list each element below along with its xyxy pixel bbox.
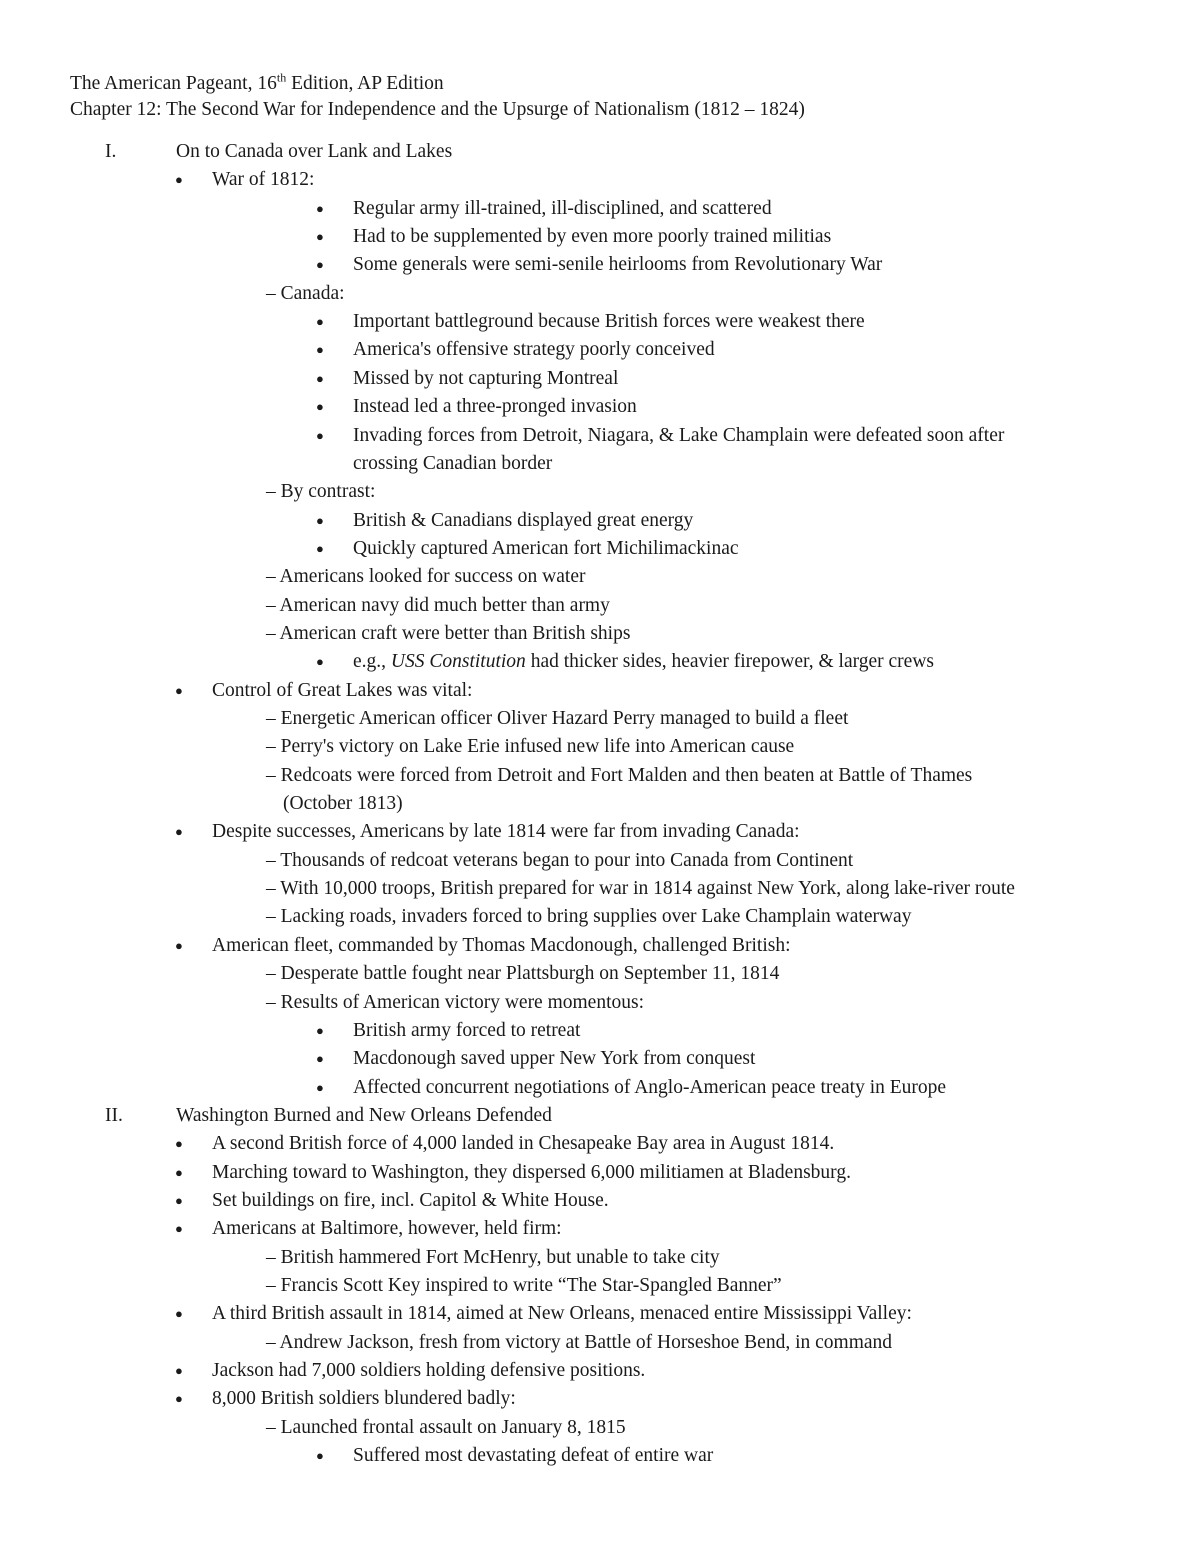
- bullet-icon: ●: [175, 1136, 183, 1151]
- bullet-icon: ●: [316, 428, 324, 443]
- outline-item: Americans at Baltimore, however, held firm:: [212, 1218, 562, 1239]
- bullet-icon: ●: [316, 201, 324, 216]
- bullet-icon: ●: [316, 399, 324, 414]
- outline-item: Set buildings on fire, incl. Capitol & White House.: [212, 1190, 609, 1211]
- outline-detail: Some generals were semi-senile heirlooms from Revolutionary War: [353, 254, 883, 275]
- outline-detail: Macdonough saved upper New York from conquest: [353, 1048, 756, 1069]
- outline-subitem: (October 1813): [283, 793, 403, 814]
- bullet-icon: ●: [175, 1391, 183, 1406]
- outline-detail: Instead led a three-pronged invasion: [353, 396, 637, 417]
- bullet-icon: ●: [175, 683, 183, 698]
- bullet-icon: ●: [316, 541, 324, 556]
- outline-detail: Invading forces from Detroit, Niagara, & Lake Champlain were defeated soon after: [353, 425, 1005, 446]
- outline-detail: Affected concurrent negotiations of Anglo-American peace treaty in Europe: [353, 1077, 947, 1098]
- outline-subitem: – Francis Scott Key inspired to write “The Star-Spangled Banner”: [266, 1275, 782, 1296]
- ship-name: USS Constitution: [390, 651, 526, 672]
- bullet-icon: ●: [175, 938, 183, 953]
- bullet-icon: ●: [316, 342, 324, 357]
- outline-item: American fleet, commanded by Thomas Macdonough, challenged British:: [212, 935, 791, 956]
- outline-subitem: – Lacking roads, invaders forced to bring supplies over Lake Champlain waterway: [266, 906, 912, 927]
- bullet-icon: ●: [316, 1080, 324, 1095]
- section-numeral: II.: [105, 1105, 123, 1126]
- outline-subitem: – Launched frontal assault on January 8, 1815: [266, 1417, 626, 1438]
- outline-subitem: – Canada:: [266, 283, 345, 304]
- outline-detail: British army forced to retreat: [353, 1020, 581, 1041]
- bullet-icon: ●: [175, 1221, 183, 1236]
- outline-item: A third British assault in 1814, aimed at New Orleans, menaced entire Mississippi Valley:: [212, 1303, 912, 1324]
- bullet-icon: ●: [316, 229, 324, 244]
- bullet-icon: ●: [316, 314, 324, 329]
- outline-detail: crossing Canadian border: [353, 453, 553, 474]
- outline-subitem: – American navy did much better than army: [266, 595, 610, 616]
- chapter-title: Chapter 12: The Second War for Independence and the Upsurge of Nationalism (1812 – 1824): [70, 99, 805, 120]
- bullet-icon: ●: [175, 824, 183, 839]
- outline-item: A second British force of 4,000 landed in Chesapeake Bay area in August 1814.: [212, 1133, 835, 1154]
- section-heading: Washington Burned and New Orleans Defended: [176, 1105, 552, 1126]
- outline-item: 8,000 British soldiers blundered badly:: [212, 1388, 516, 1409]
- outline-subitem: – Americans looked for success on water: [266, 566, 586, 587]
- outline-subitem: – By contrast:: [266, 481, 376, 502]
- outline-subitem: – With 10,000 troops, British prepared for war in 1814 against New York, along lake-river route: [266, 878, 1015, 899]
- bullet-icon: ●: [175, 1306, 183, 1321]
- bullet-icon: ●: [316, 1448, 324, 1463]
- outline-detail: Regular army ill-trained, ill-disciplined, and scattered: [353, 198, 772, 219]
- outline-detail: Suffered most devastating defeat of entire war: [353, 1445, 714, 1466]
- section-heading: On to Canada over Lank and Lakes: [176, 141, 453, 162]
- outline-detail: Missed by not capturing Montreal: [353, 368, 619, 389]
- bullet-icon: ●: [316, 654, 324, 669]
- outline-subitem: – Desperate battle fought near Plattsburgh on September 11, 1814: [266, 963, 780, 984]
- bullet-icon: ●: [316, 513, 324, 528]
- outline-subitem: – Energetic American officer Oliver Hazard Perry managed to build a fleet: [266, 708, 849, 729]
- outline-detail: America's offensive strategy poorly conceived: [353, 339, 715, 360]
- outline-item: Despite successes, Americans by late 1814 were far from invading Canada:: [212, 821, 800, 842]
- outline-detail: e.g., USS Constitution had thicker sides, heavier firepower, & larger crews: [353, 651, 934, 672]
- bullet-icon: ●: [316, 1023, 324, 1038]
- outline-detail: Important battleground because British forces were weakest there: [353, 311, 865, 332]
- bullet-icon: ●: [175, 1193, 183, 1208]
- outline-detail: British & Canadians displayed great energy: [353, 510, 694, 531]
- outline-subitem: – Andrew Jackson, fresh from victory at Battle of Horseshoe Bend, in command: [266, 1332, 893, 1353]
- outline-detail: Had to be supplemented by even more poorly trained militias: [353, 226, 832, 247]
- outline-subitem: – Redcoats were forced from Detroit and Fort Malden and then beaten at Battle of Thames: [266, 765, 973, 786]
- outline-detail: Quickly captured American fort Michilimackinac: [353, 538, 739, 559]
- outline-subitem: – Thousands of redcoat veterans began to pour into Canada from Continent: [266, 850, 854, 871]
- outline-subitem: – American craft were better than British ships: [266, 623, 631, 644]
- outline-item: Marching toward to Washington, they dispersed 6,000 militiamen at Bladensburg.: [212, 1162, 851, 1183]
- bullet-icon: ●: [316, 371, 324, 386]
- outline-item: Jackson had 7,000 soldiers holding defensive positions.: [212, 1360, 646, 1381]
- bullet-icon: ●: [175, 172, 183, 187]
- section-numeral: I.: [105, 141, 117, 162]
- bullet-icon: ●: [316, 1051, 324, 1066]
- outline-subitem: – Results of American victory were momentous:: [266, 992, 645, 1013]
- outline-item: Control of Great Lakes was vital:: [212, 680, 473, 701]
- bullet-icon: ●: [175, 1165, 183, 1180]
- outline-item: War of 1812:: [212, 169, 315, 190]
- outline-subitem: – Perry's victory on Lake Erie infused new life into American cause: [266, 736, 795, 757]
- document-title: The American Pageant, 16th Edition, AP Edition: [70, 70, 444, 94]
- outline-subitem: – British hammered Fort McHenry, but unable to take city: [266, 1247, 720, 1268]
- bullet-icon: ●: [175, 1363, 183, 1378]
- bullet-icon: ●: [316, 257, 324, 272]
